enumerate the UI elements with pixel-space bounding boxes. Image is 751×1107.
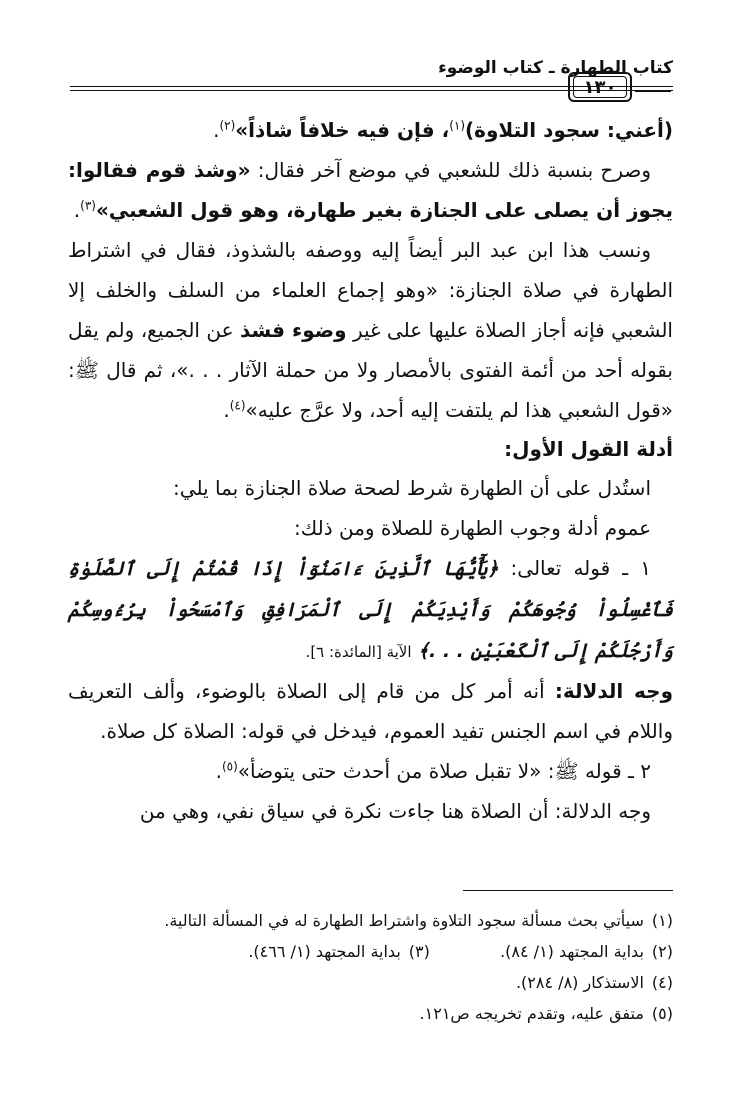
footnote-ref[interactable]: (٥) xyxy=(221,759,238,774)
footnote xyxy=(68,936,673,967)
paragraph: وجه الدلالة: أن الصلاة هنا جاءت نكرة في سياق نفي، وهي من xyxy=(139,799,651,823)
text: عن الجميع، ولم يقل بقوله أحد من أئمة الفتوى بالأمصار ولا من حملة الآثار . . .»، ثم قال ﷺ: «قول الشعبي هذا لم يلتفت إليه أحد، ولا عرَّج عليه» xyxy=(68,318,673,422)
footnote-number: (٤) xyxy=(651,973,673,992)
paragraph: استُدل على أن الطهارة شرط لصحة صلاة الجنازة بما يلي: xyxy=(173,476,651,500)
footnote-ref[interactable]: (٤) xyxy=(229,398,246,413)
bold-quote: «وشذ قوم فقالوا: يجوز أن يصلى على الجنازة بغير طهارة، وهو قول الشعبي» xyxy=(68,158,673,222)
text: وصرح بنسبة ذلك للشعبي في موضع آخر فقال: xyxy=(250,158,651,182)
bold-text: (أعني: سجود التلاوة) xyxy=(465,118,673,142)
footnote xyxy=(68,967,673,998)
verse-reference: الآية [المائدة: ٦]. xyxy=(305,643,412,661)
bold-label: وجه الدلالة: xyxy=(554,679,673,703)
footnote-ref[interactable]: (٢) xyxy=(219,118,236,133)
footnote-number: (١) xyxy=(651,911,673,930)
punct: . xyxy=(215,759,222,783)
paragraph xyxy=(68,230,673,430)
footnote-text: بداية المجتهد (١/ ٤٦٦). xyxy=(248,942,401,961)
footnote-number: (٣) xyxy=(408,942,430,961)
text: أنه أمر كل من قام إلى الصلاة بالوضوء، وألف التعريف واللام في اسم الجنس تفيد العموم، فيدخل في قوله: الصلاة كل صلاة. xyxy=(68,679,673,743)
evidence-1 xyxy=(68,548,673,671)
footnote-number: (٥) xyxy=(651,1004,673,1023)
text: ونسب هذا ابن عبد البر أيضاً إليه ووصفه بالشذوذ، فقال في اشتراط الطهارة في صلاة الجنازة: «وهو إجماع العلماء من السلف والخلف إلا الشعبي فإنه أجاز الصلاة عليها على غير xyxy=(68,238,673,342)
bold-text: وضوء فشذ xyxy=(239,318,347,342)
footnote-separator xyxy=(463,890,673,891)
running-header-title: كتاب الطهارة ـ كتاب الوضوء xyxy=(438,58,673,78)
punct: . xyxy=(213,118,220,142)
footnote-number: (٢) xyxy=(651,942,673,961)
main-text xyxy=(68,110,673,831)
header-rule-short xyxy=(635,86,671,87)
section-heading: أدلة القول الأول: xyxy=(504,437,673,461)
paragraph xyxy=(68,110,673,150)
footnote xyxy=(68,905,673,936)
footnote-text: متفق عليه، وتقدم تخريجه ص١٢١. xyxy=(419,1004,644,1023)
page-number-frame xyxy=(568,72,632,102)
header-rule-short xyxy=(635,91,671,92)
text: ٢ ـ قوله ﷺ: «لا تقبل صلاة من أحدث حتى يتوضأ» xyxy=(237,759,651,783)
footnote-ref[interactable]: (١) xyxy=(449,118,466,133)
footnotes xyxy=(68,905,673,1029)
footnote-text: الاستذكار (٨/ ٢٨٤). xyxy=(515,973,644,992)
quran-verse: ﴿يَٰٓأَيُّهَا ٱلَّذِينَ ءَامَنُوٓاْ إِذَا قُمْتُمْ إِلَى ٱلصَّلَوٰةِ فَٱغْسِلُواْ وُجُوهَكُمْ وَأَيْدِيَكُمْ إِلَى ٱلْمَرَافِقِ وَٱمْسَحُواْ بِرُءُوسِكُمْ وَأَرْجُلَكُمْ إِلَى ٱلْكَعْبَيْنِ . . .﴾ xyxy=(68,558,673,662)
bold-text: ، فإن فيه خلافاً شاذاً» xyxy=(235,118,450,142)
footnote xyxy=(68,998,673,1029)
paragraph: عموم أدلة وجوب الطهارة للصلاة ومن ذلك: xyxy=(294,516,651,540)
paragraph xyxy=(68,671,673,751)
punct: . xyxy=(223,398,230,422)
text: ١ ـ قوله تعالى: xyxy=(498,556,651,580)
punct: . xyxy=(73,198,81,222)
evidence-2 xyxy=(68,751,673,791)
footnote-text: بداية المجتهد (١/ ٨٤). xyxy=(500,942,644,961)
paragraph xyxy=(68,150,673,230)
footnote-ref[interactable]: (٣) xyxy=(80,198,96,213)
page-number: ١٣٠ xyxy=(573,76,627,98)
footnote-text: سيأتي بحث مسألة سجود التلاوة واشتراط الطهارة له في المسألة التالية. xyxy=(164,911,644,930)
